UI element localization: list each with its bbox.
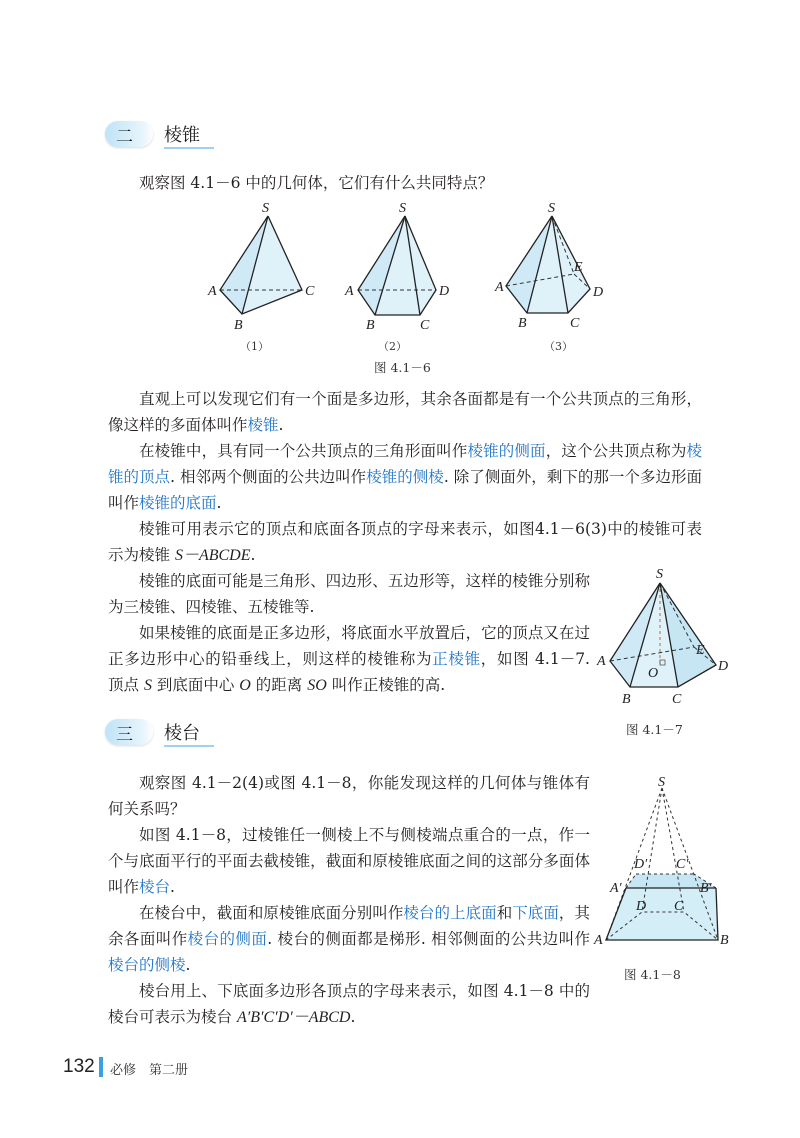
label: D [718, 659, 729, 674]
pyramid-3 [494, 201, 603, 353]
term: 棱台的侧面 [187, 930, 268, 948]
label: A′ [610, 881, 622, 896]
intro-question: 观察图 4.1－6 中的几何体，它们有什么共同特点？ [139, 174, 494, 192]
figure-4-1-6 [190, 198, 620, 358]
label: C [305, 284, 315, 299]
term: 棱锥的底面 [139, 494, 217, 512]
label: S [262, 201, 269, 216]
label: C [674, 899, 684, 914]
paragraph: 如果棱锥的底面是正多边形，将底面水平放置后，它的顶点又在过正多边形中心的铅垂线上，则这样的棱锥称为正棱锥，如图 4.1－7. 顶点 S 到底面中心 O 的距离 SO 叫作正棱锥的高. [108, 624, 590, 694]
term: 棱台的上底面 [403, 904, 497, 922]
book-title: 必修 第二册 [110, 1063, 189, 1078]
section-underline [164, 745, 214, 747]
label: A [597, 654, 606, 669]
footer-bar [99, 1057, 103, 1077]
paragraph: 在棱锥中，具有同一个公共顶点的三角形面叫作棱锥的侧面，这个公共顶点称为棱锥的顶点. 相邻两个侧面的公共边叫作棱锥的侧棱. 除了侧面外，剩下的那一个多边形面叫作棱锥的底面. [108, 442, 702, 512]
paragraph: 棱台用上、下底面多边形各顶点的字母来表示，如图 4.1－8 中的棱台可表示为棱台 A′B′C′D′－ABCD. [108, 982, 590, 1026]
label: A [495, 280, 504, 295]
term: 棱锥的侧棱 [366, 468, 444, 486]
label: S [656, 567, 663, 582]
figure-caption: 图 4.1－8 [624, 967, 681, 982]
label: S [548, 201, 555, 216]
label: C′ [676, 857, 689, 872]
label: O [648, 666, 659, 681]
paragraph: 棱锥可用表示它的顶点和底面各顶点的字母来表示，如图4.1－6(3)中的棱锥可表示为棱锥 S－ABCDE. [108, 520, 702, 564]
page-number: 132 [63, 1056, 95, 1077]
label: S [399, 201, 406, 216]
label: C [570, 316, 580, 331]
label: A [594, 933, 603, 948]
label: C [672, 692, 682, 707]
subcaption: （2） [378, 340, 407, 353]
subcaption: （1） [240, 340, 269, 353]
paragraph: 在棱台中，截面和原棱锥底面分别叫作棱台的上底面和下底面，其余各面叫作棱台的侧面. 棱台的侧面都是梯形. 相邻侧面的公共边叫作棱台的侧棱. [108, 904, 590, 974]
section-number: 二 [116, 127, 133, 147]
paragraph: 直观上可以发现它们有一个面是多边形，其余各面都是有一个公共顶点的三角形，像这样的多面体叫作棱锥. [108, 390, 702, 434]
section-number: 三 [116, 725, 133, 745]
pyramid-1 [207, 201, 315, 353]
label: C [420, 318, 430, 333]
section-underline [164, 147, 214, 149]
term: 棱锥 [247, 416, 279, 434]
label: B [720, 933, 729, 948]
label: B [234, 318, 243, 333]
label: S [658, 776, 665, 790]
section-title: 棱台 [164, 723, 200, 744]
label: E [696, 643, 705, 658]
label: D [439, 284, 450, 299]
label: D [593, 285, 604, 300]
paragraph: 观察图 4.1－2(4)或图 4.1－8，你能发现这样的几何体与锥体有何关系吗？ [108, 774, 590, 818]
term: 正棱锥 [432, 650, 481, 668]
term: 棱锥的侧面 [467, 442, 546, 460]
label: B [518, 316, 527, 331]
section-title: 棱锥 [164, 125, 200, 146]
label: B′ [700, 881, 712, 896]
figure-caption: 图 4.1－6 [374, 360, 431, 375]
subcaption: （3） [544, 340, 573, 353]
paragraph: 如图 4.1－8，过棱锥任一侧棱上不与侧棱端点重合的一点，作一个与底面平行的平面去截棱锥，截面和原棱锥底面之间的这部分多面体叫作棱台. [108, 826, 590, 896]
label: A [345, 284, 354, 299]
label: D′ [634, 857, 648, 872]
term: 棱台 [139, 878, 171, 896]
paragraph: 棱锥的底面可能是三角形、四边形、五边形等，这样的棱锥分别称为三棱锥、四棱锥、五棱锥等. [108, 572, 590, 616]
label: A [208, 284, 217, 299]
label: B [622, 692, 631, 707]
figure-4-1-7 [592, 565, 742, 710]
figure-4-1-8 [590, 776, 740, 951]
term: 棱台的侧棱 [108, 956, 186, 974]
pyramid-2 [344, 201, 449, 353]
figure-caption: 图 4.1－7 [626, 722, 683, 737]
label: B [366, 318, 375, 333]
term: 棱锥的顶点 [108, 442, 702, 486]
label: D [636, 899, 647, 914]
label: E [574, 260, 583, 275]
term: 下底面 [512, 904, 559, 922]
